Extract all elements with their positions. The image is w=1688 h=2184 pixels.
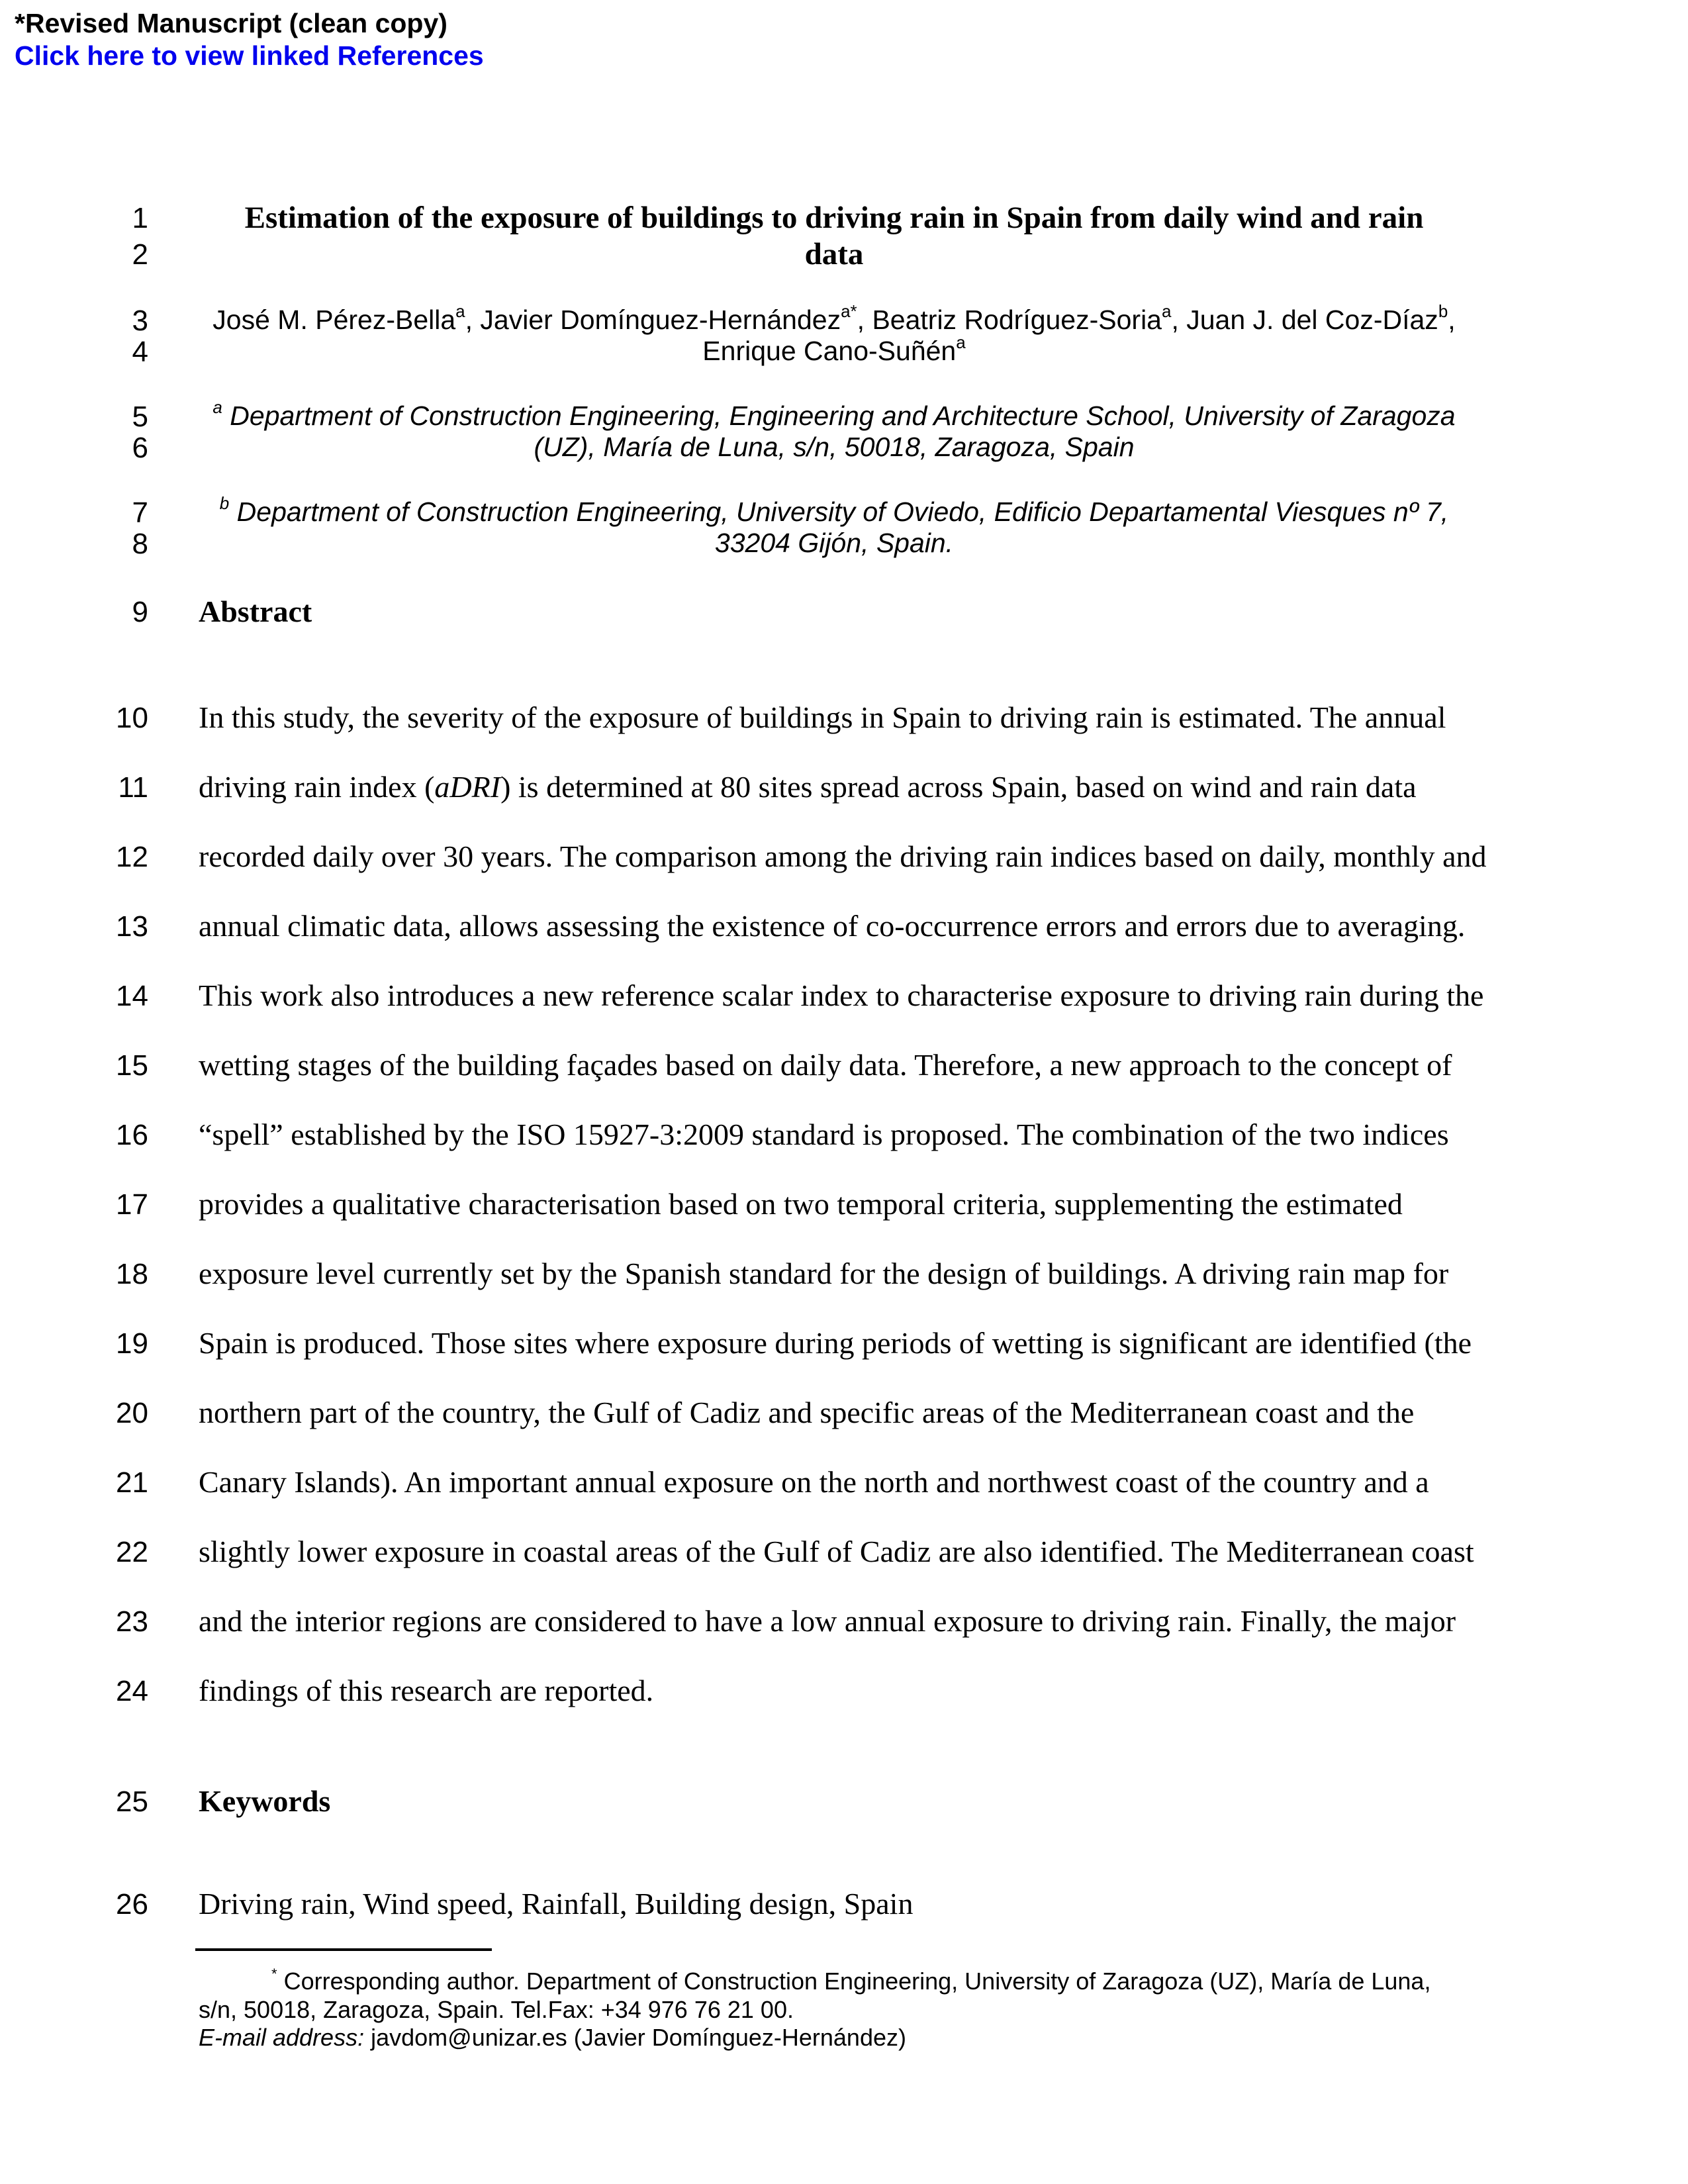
abstract-line: recorded daily over 30 years. The comparison among the driving rain indices based on daily, monthly and — [199, 839, 1487, 873]
footnote-marker: * — [271, 1966, 277, 1982]
line-number: 1 — [132, 202, 148, 234]
line-number: 17 — [116, 1188, 148, 1221]
abstract-heading: Abstract — [199, 594, 312, 628]
paper-title-line2: data — [804, 237, 864, 271]
adri-term: aDRI — [434, 770, 501, 804]
line-number: 20 — [116, 1397, 148, 1429]
line-number: 15 — [116, 1049, 148, 1082]
email-label: E-mail address: — [199, 2024, 365, 2051]
line-number: 2 — [132, 238, 148, 271]
abstract-line: In this study, the severity of the exposure of buildings in Spain to driving rain is estimated. The annual — [199, 700, 1446, 734]
line-number: 11 — [118, 771, 148, 804]
abstract-text: ) is determined at 80 sites spread across Spain, based on wind and rain data — [500, 770, 1417, 804]
affiliation-a-line1 — [192, 397, 1476, 431]
abstract-line: provides a qualitative characterisation based on two temporal criteria, supplementing the estimated — [199, 1187, 1403, 1221]
line-number: 24 — [116, 1675, 148, 1707]
line-number: 6 — [132, 432, 148, 464]
line-number: 10 — [116, 702, 148, 734]
author-affil-sup: a — [1161, 301, 1172, 321]
abstract-line: Canary Islands). An important annual exposure on the north and northwest coast of the country and a — [199, 1465, 1429, 1499]
author-name: Javier Domínguez-Hernández — [480, 305, 841, 335]
footnote-line1 — [271, 1966, 1431, 1995]
author-name: Beatriz Rodríguez-Soria — [872, 305, 1162, 335]
keywords-list: Driving rain, Wind speed, Rainfall, Building design, Spain — [199, 1887, 914, 1921]
line-number: 14 — [116, 980, 148, 1012]
affiliation-sup: a — [212, 397, 222, 417]
line-number: 21 — [116, 1466, 148, 1499]
author-affil-sup: a — [956, 332, 966, 352]
affiliation-a-line2: (UZ), María de Luna, s/n, 50018, Zaragoza, Spain — [534, 432, 1135, 462]
abstract-line: findings of this research are reported. — [199, 1674, 654, 1707]
manuscript-status: *Revised Manuscript (clean copy) — [15, 8, 447, 38]
author-list-line2 — [192, 332, 1476, 366]
abstract-line: exposure level currently set by the Spanish standard for the design of buildings. A driving rain map for — [199, 1257, 1449, 1290]
author-name: Enrique Cano-Suñén — [702, 336, 957, 366]
footnote-line2: s/n, 50018, Zaragoza, Spain. Tel.Fax: +34 976 76 21 00. — [199, 1996, 794, 2023]
affiliation-sup: b — [219, 493, 230, 513]
author-affil-sup: b — [1438, 301, 1448, 321]
abstract-line — [199, 772, 1417, 802]
paper-title-line1: Estimation of the exposure of buildings to driving rain in Spain from daily wind and rain — [244, 201, 1424, 235]
line-number: 9 — [132, 596, 148, 628]
affiliation-b-line2: 33204 Gijón, Spain. — [714, 528, 954, 558]
abstract-line: This work also introduces a new reference scalar index to characterise exposure to driving rain during the — [199, 978, 1484, 1012]
author-name: Juan J. del Coz-Díaz — [1186, 305, 1438, 335]
abstract-line: northern part of the country, the Gulf of Cadiz and specific areas of the Mediterranean coast and the — [199, 1396, 1415, 1429]
linked-references-link[interactable]: Click here to view linked References — [15, 40, 484, 71]
affiliation-text: Department of Construction Engineering, University of Oviedo, Edificio Departamental Viesques nº 7, — [236, 497, 1449, 527]
line-number: 3 — [132, 305, 148, 337]
line-number: 25 — [116, 1785, 148, 1818]
affiliation-b-line1 — [192, 493, 1476, 527]
abstract-line: “spell” established by the ISO 15927-3:2009 standard is proposed. The combination of the two indices — [199, 1117, 1449, 1151]
footnote-rule — [195, 1948, 492, 1951]
line-number: 8 — [132, 528, 148, 560]
footnote-email — [199, 2026, 906, 2050]
line-number: 7 — [132, 497, 148, 529]
line-number: 16 — [116, 1119, 148, 1151]
abstract-line: Spain is produced. Those sites where exposure during periods of wetting is significant are identified (the — [199, 1326, 1472, 1360]
line-number: 13 — [116, 910, 148, 943]
affiliation-text: Department of Construction Engineering, Engineering and Architecture School, University of Zaragoza — [230, 401, 1456, 431]
email-value: javdom@unizar.es (Javier Domínguez-Hernández) — [364, 2024, 906, 2051]
line-number: 19 — [116, 1327, 148, 1360]
line-number: 5 — [132, 401, 148, 433]
abstract-line: and the interior regions are considered to have a low annual exposure to driving rain. Finally, the major — [199, 1604, 1456, 1638]
footnote-text: Corresponding author. Department of Construction Engineering, University of Zaragoza (UZ), María de Luna, — [283, 1968, 1431, 1995]
line-number: 12 — [116, 841, 148, 873]
line-number: 4 — [132, 336, 148, 368]
keywords-heading: Keywords — [199, 1784, 331, 1818]
author-affil-sup: a — [455, 301, 465, 321]
abstract-line: annual climatic data, allows assessing the existence of co-occurrence errors and errors due to averaging. — [199, 909, 1466, 943]
line-number: 23 — [116, 1605, 148, 1638]
abstract-line: wetting stages of the building façades based on daily data. Therefore, a new approach to the concept of — [199, 1048, 1452, 1082]
author-name: José M. Pérez-Bella — [212, 305, 456, 335]
line-number: 18 — [116, 1258, 148, 1290]
line-number: 26 — [116, 1888, 148, 1921]
abstract-text: driving rain index ( — [199, 770, 435, 804]
line-number: 22 — [116, 1536, 148, 1568]
author-list-line1: José M. Pérez-Bella$^a$, Javier Domínguez-Hernández$^{a*}$, Beatriz Rodríguez-Soria$^a$, Juan J. del Coz-Díaz$^b$, — [212, 301, 1456, 335]
author-affil-sup: a* — [841, 301, 857, 321]
abstract-line: slightly lower exposure in coastal areas of the Gulf of Cadiz are also identified. The Mediterranean coast — [199, 1535, 1474, 1568]
